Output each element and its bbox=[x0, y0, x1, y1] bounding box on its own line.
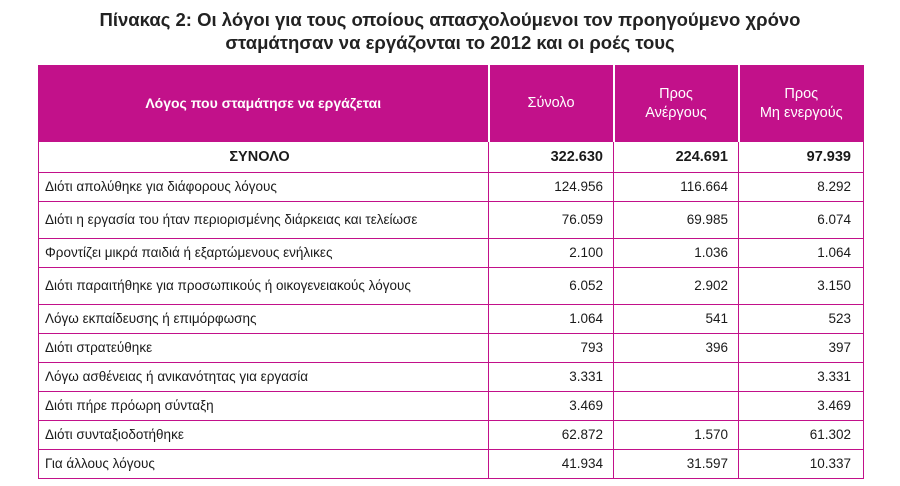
table-row bbox=[39, 334, 864, 363]
row-to-inactive: 8.292 bbox=[739, 173, 864, 202]
reasons-table bbox=[38, 65, 864, 479]
row-to-unemployed: 1.036 bbox=[614, 239, 739, 268]
header-total: Σύνολο bbox=[489, 66, 614, 142]
row-label: Φροντίζει μικρά παιδιά ή εξαρτώμενους ενήλικες bbox=[39, 239, 489, 268]
total-row bbox=[39, 142, 864, 173]
row-total: 41.934 bbox=[489, 450, 614, 479]
row-to-inactive: 1.064 bbox=[739, 239, 864, 268]
row-to-inactive: 3.150 bbox=[739, 268, 864, 305]
table-header-row bbox=[39, 66, 864, 142]
row-to-inactive: 6.074 bbox=[739, 202, 864, 239]
row-total: 62.872 bbox=[489, 421, 614, 450]
row-to-inactive: 3.331 bbox=[739, 363, 864, 392]
table-row bbox=[39, 268, 864, 305]
title-line-1: Πίνακας 2: Οι λόγοι για τους οποίους απασχολούμενοι τον προηγούμενο χρόνο bbox=[99, 9, 801, 30]
header-to-inactive-line2: Μη ενεργούς bbox=[759, 104, 843, 121]
row-total: 6.052 bbox=[489, 268, 614, 305]
row-label: Διότι στρατεύθηκε bbox=[39, 334, 489, 363]
header-to-unemployed-line2: Ανέργους bbox=[645, 104, 707, 121]
row-label: Διότι συνταξιοδοτήθηκε bbox=[39, 421, 489, 450]
row-label: Λόγω εκπαίδευσης ή επιμόρφωσης bbox=[39, 305, 489, 334]
row-total: 3.469 bbox=[489, 392, 614, 421]
row-to-unemployed: 2.902 bbox=[614, 268, 739, 305]
row-total: 3.331 bbox=[489, 363, 614, 392]
row-to-unemployed: 31.597 bbox=[614, 450, 739, 479]
row-label: Διότι απολύθηκε για διάφορους λόγους bbox=[39, 173, 489, 202]
row-to-inactive: 523 bbox=[739, 305, 864, 334]
row-label: Διότι πήρε πρόωρη σύνταξη bbox=[39, 392, 489, 421]
row-label: Διότι παραιτήθηκε για προσωπικούς ή οικογενειακούς λόγους bbox=[39, 268, 489, 305]
row-to-unemployed bbox=[614, 392, 739, 421]
row-to-unemployed: 541 bbox=[614, 305, 739, 334]
row-total: 2.100 bbox=[489, 239, 614, 268]
row-to-inactive: 10.337 bbox=[739, 450, 864, 479]
row-to-inactive: 397 bbox=[739, 334, 864, 363]
total-to-unemployed: 224.691 bbox=[614, 142, 739, 173]
row-to-inactive: 61.302 bbox=[739, 421, 864, 450]
total-label: ΣΥΝΟΛΟ bbox=[39, 142, 489, 173]
page-title bbox=[0, 8, 900, 54]
row-label: Διότι η εργασία του ήταν περιορισμένης διάρκειας και τελείωσε bbox=[39, 202, 489, 239]
table-row bbox=[39, 363, 864, 392]
header-to-inactive bbox=[739, 66, 864, 142]
row-to-unemployed: 69.985 bbox=[614, 202, 739, 239]
table-row bbox=[39, 239, 864, 268]
header-reason: Λόγος που σταμάτησε να εργάζεται bbox=[39, 66, 489, 142]
row-to-unemployed bbox=[614, 363, 739, 392]
table-row bbox=[39, 421, 864, 450]
table-row bbox=[39, 450, 864, 479]
table-row bbox=[39, 305, 864, 334]
table-row bbox=[39, 392, 864, 421]
row-to-unemployed: 1.570 bbox=[614, 421, 739, 450]
total-value: 322.630 bbox=[489, 142, 614, 173]
row-to-unemployed: 396 bbox=[614, 334, 739, 363]
row-to-inactive: 3.469 bbox=[739, 392, 864, 421]
header-to-unemployed bbox=[614, 66, 739, 142]
row-total: 1.064 bbox=[489, 305, 614, 334]
header-to-inactive-line1: Προς bbox=[784, 85, 819, 102]
table-row bbox=[39, 173, 864, 202]
row-label: Για άλλους λόγους bbox=[39, 450, 489, 479]
row-to-unemployed: 116.664 bbox=[614, 173, 739, 202]
row-total: 76.059 bbox=[489, 202, 614, 239]
title-line-2: σταμάτησαν να εργάζονται το 2012 και οι ροές τους bbox=[225, 32, 675, 53]
row-total: 793 bbox=[489, 334, 614, 363]
total-to-inactive: 97.939 bbox=[739, 142, 864, 173]
table-row bbox=[39, 202, 864, 239]
header-to-unemployed-line1: Προς bbox=[659, 85, 693, 102]
row-label: Λόγω ασθένειας ή ανικανότητας για εργασία bbox=[39, 363, 489, 392]
row-total: 124.956 bbox=[489, 173, 614, 202]
